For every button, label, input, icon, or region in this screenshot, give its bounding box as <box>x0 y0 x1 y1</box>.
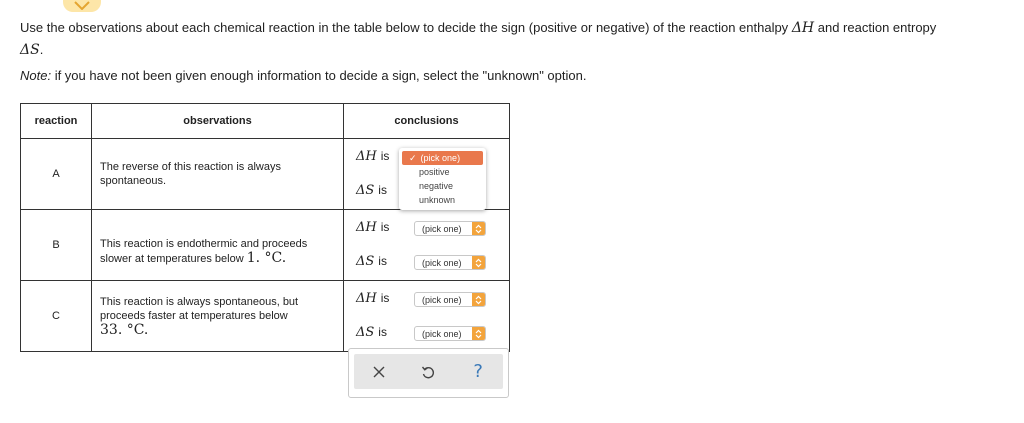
reaction-label: C <box>21 281 92 352</box>
prompt-period: . <box>39 42 44 57</box>
dh-label: ΔH <box>356 220 377 235</box>
ds-line <box>356 183 387 198</box>
checkmark-icon: ✓ <box>409 153 417 163</box>
prompt-text: Use the observations about each chemical reaction in the table below to decide the sign (positive or negative) of the reaction enthalpy <box>20 20 792 35</box>
undo-icon <box>421 365 435 379</box>
dropdown-option-positive[interactable]: positive <box>419 167 450 177</box>
dh-label: ΔH <box>356 291 377 306</box>
is-label: is <box>378 183 387 197</box>
is-label: is <box>380 220 390 234</box>
dh-select[interactable] <box>414 292 486 307</box>
is-label: is <box>380 291 390 305</box>
delta-h-symbol: ΔH <box>791 20 815 36</box>
select-arrow-icon <box>472 293 485 306</box>
is-label: is <box>378 325 387 339</box>
reaction-label: A <box>21 139 92 210</box>
question-prompt <box>20 17 1015 61</box>
collapse-toggle[interactable] <box>63 0 101 12</box>
select-arrow-icon <box>472 256 485 269</box>
help-icon: ? <box>473 361 483 382</box>
ds-select[interactable] <box>414 326 486 341</box>
dropdown-option-negative[interactable]: negative <box>419 181 454 191</box>
select-value: (pick one) <box>422 294 462 305</box>
is-label: is <box>380 149 390 163</box>
ds-label: ΔS <box>356 325 375 340</box>
delta-s-symbol: ΔS <box>20 42 40 58</box>
reaction-label: B <box>21 210 92 281</box>
conclusions-cell <box>344 210 510 281</box>
option-label: (pick one) <box>420 153 461 163</box>
ds-label: ΔS <box>356 183 375 198</box>
observation-cell <box>92 281 344 352</box>
dh-line <box>356 220 389 235</box>
table-row <box>21 210 510 281</box>
observation-text: This reaction is always spontaneous, but proceeds faster at temperatures below <box>100 295 299 322</box>
close-icon <box>373 366 385 378</box>
answer-toolbar <box>348 348 509 398</box>
header-conclusions: conclusions <box>344 104 510 139</box>
observation-math: 33. °C. <box>100 321 149 338</box>
prompt-text-middle: and reaction entropy <box>814 20 937 35</box>
table-row <box>21 281 510 352</box>
chevron-down-icon <box>74 1 90 10</box>
dropdown-option-selected[interactable] <box>402 151 483 165</box>
dh-line <box>356 149 389 164</box>
undo-button[interactable] <box>413 357 443 387</box>
note-label: Note: <box>20 68 52 83</box>
observation-text: The reverse of this reaction is always spontaneous. <box>100 161 281 187</box>
select-value: (pick one) <box>422 223 462 234</box>
observation-text: This reaction is endothermic and proceeds slower at temperatures below <box>100 237 308 265</box>
help-button[interactable] <box>463 357 493 387</box>
select-value: (pick one) <box>422 257 462 268</box>
dropdown-option-unknown[interactable]: unknown <box>419 195 456 205</box>
observation-cell <box>92 139 344 210</box>
ds-select[interactable] <box>414 255 486 270</box>
header-reaction: reaction <box>21 104 92 139</box>
observation-math: 1. °C. <box>246 249 287 266</box>
header-observations: observations <box>92 104 344 139</box>
note-text: if you have not been given enough information to decide a sign, select the "unknown" option. <box>51 68 587 83</box>
conclusions-cell <box>344 281 510 352</box>
dh-select-dropdown[interactable] <box>399 148 486 210</box>
select-value: (pick one) <box>422 328 462 339</box>
dh-label: ΔH <box>356 149 377 164</box>
select-arrow-icon <box>472 222 485 235</box>
reactions-table <box>20 103 510 352</box>
note <box>20 68 586 83</box>
ds-label: ΔS <box>356 254 375 269</box>
table-header-row <box>21 104 510 139</box>
clear-button[interactable] <box>364 357 394 387</box>
ds-line <box>356 325 387 340</box>
observation-cell <box>92 210 344 281</box>
is-label: is <box>378 254 387 268</box>
ds-line <box>356 254 387 269</box>
dh-line <box>356 291 389 306</box>
select-arrow-icon <box>472 327 485 340</box>
dh-select[interactable] <box>414 221 486 236</box>
